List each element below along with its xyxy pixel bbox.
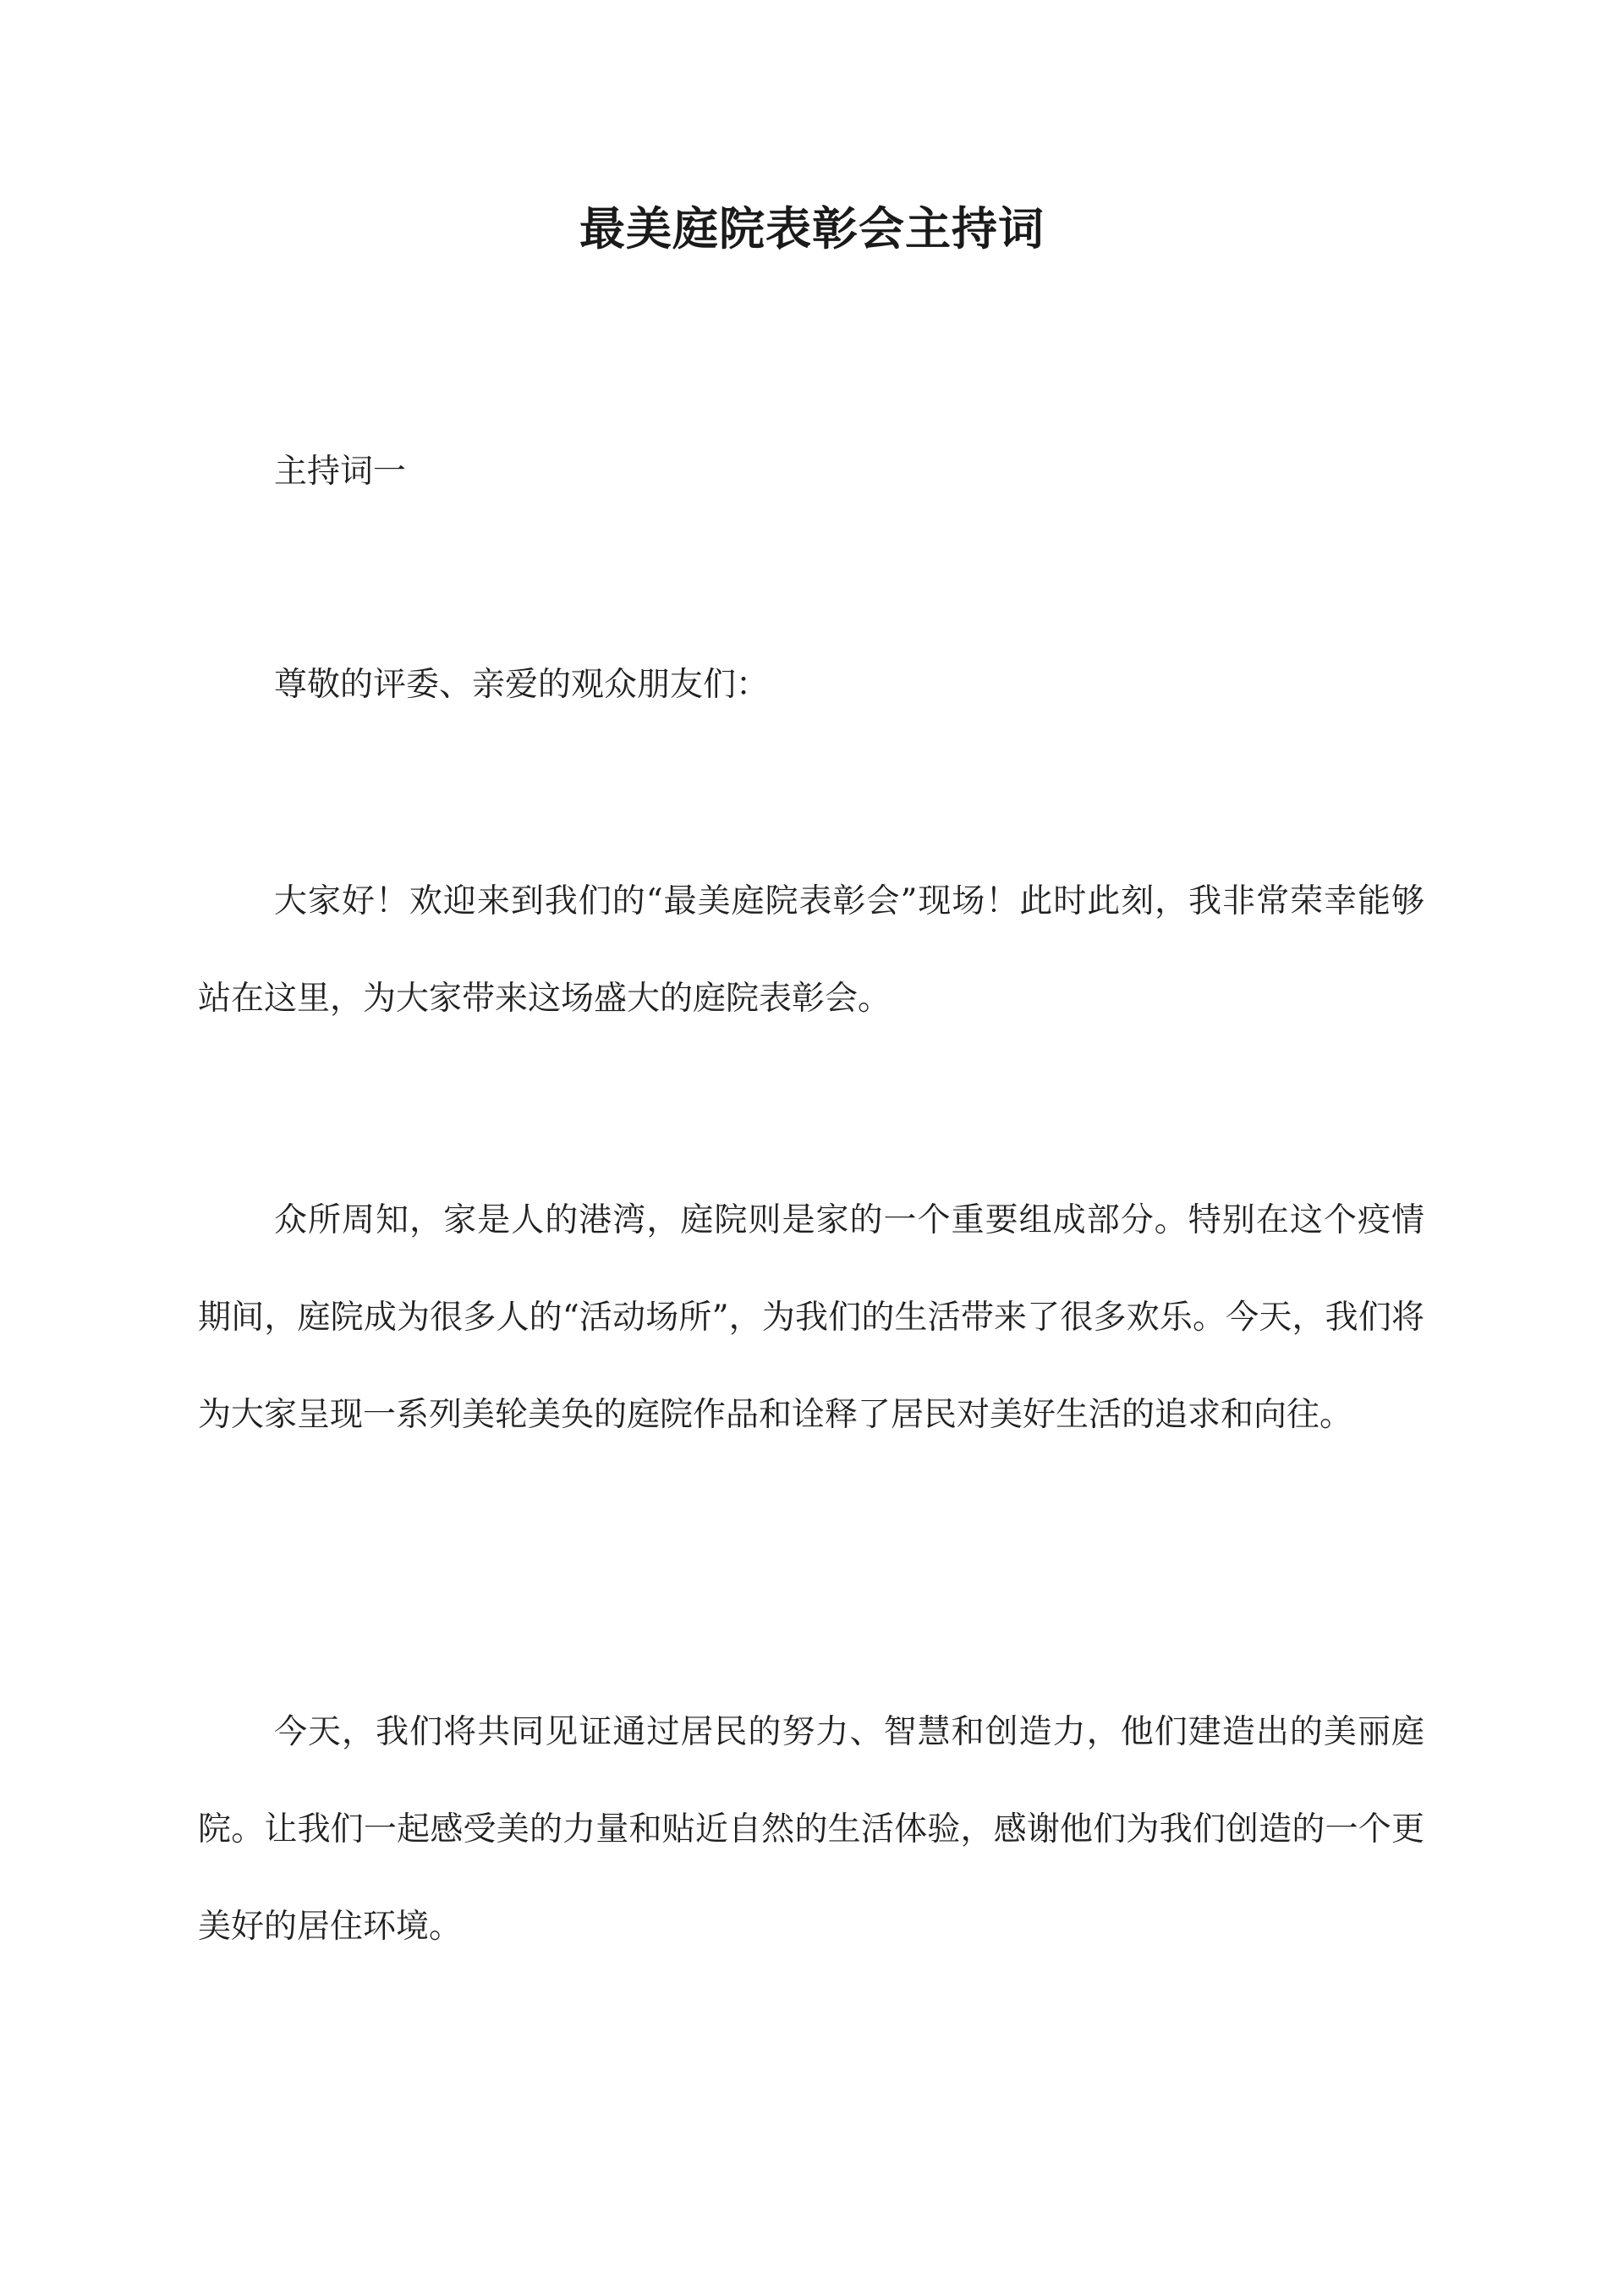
body-paragraph: 众所周知，家是人的港湾，庭院则是家的一个重要组成部分。特别在这个疫情期间，庭院成为很多人的“活动场所”，为我们的生活带来了很多欢乐。今天，我们将为大家呈现一系列美轮美奂的庭院作品和诠释了居民对美好生活的追求和向往。 (198, 1201, 1424, 1434)
section-heading: 主持词一 (274, 453, 407, 491)
document-title: 最美庭院表彰会主持词 (579, 201, 1045, 255)
greeting-paragraph: 尊敬的评委、亲爱的观众朋友们： (274, 666, 770, 704)
welcome-paragraph: 大家好！欢迎来到我们的“最美庭院表彰会”现场！此时此刻，我非常荣幸能够站在这里，为大家带来这场盛大的庭院表彰会。 (198, 882, 1424, 1018)
body-paragraph: 今天，我们将共同见证通过居民的努力、智慧和创造力，他们建造出的美丽庭院。让我们一起感受美的力量和贴近自然的生活体验，感谢他们为我们创造的一个更美好的居住环境。 (198, 1713, 1424, 1946)
